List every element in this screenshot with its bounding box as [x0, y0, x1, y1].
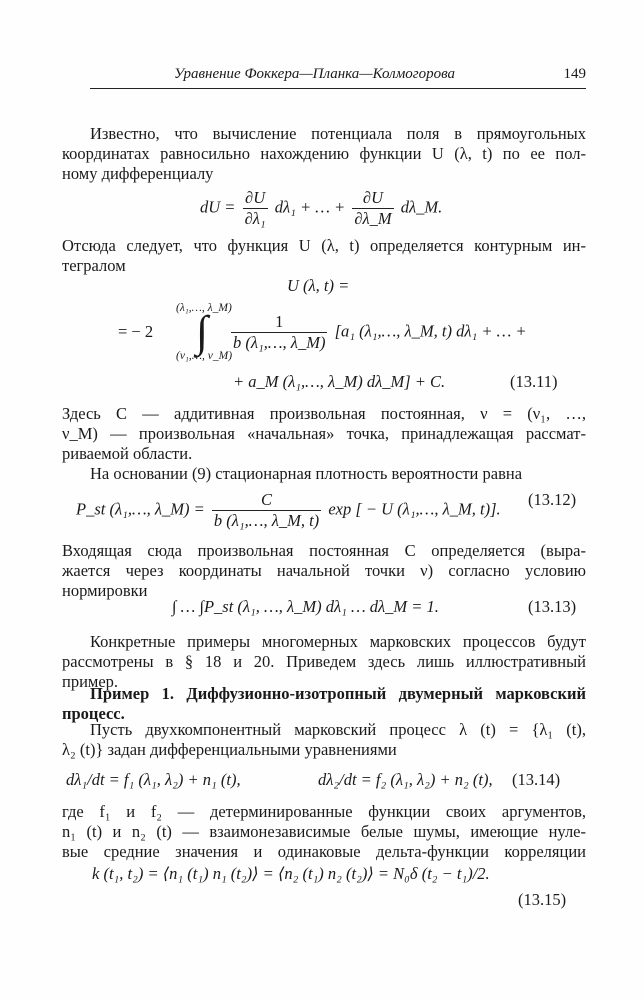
eq2-lead: = − 2 [118, 322, 154, 341]
integral-sign: ∫ [196, 307, 209, 356]
p5-line-1: Входящая сюда произвольная постоянная C определяется (выра- [62, 541, 586, 560]
example-heading-line-2: процесс. [62, 704, 125, 723]
eq2-lower-limit: (ν₁,…, ν_M) [176, 350, 233, 362]
eq3-frac-den: b (λ₁,…, λ_M, t) [213, 511, 320, 530]
p6-line-1: Конкретные примеры многомерных марковских процессов будут [90, 632, 586, 651]
eq1-frac2-num: ∂U [352, 188, 393, 209]
eq5-left: dλ₁/dt = f₁ (λ₁, λ₂) + n₁ (t), [66, 770, 241, 789]
p7-line-1: Пусть двухкомпонентный марковский процесс λ (t) = {λ₁ (t), [90, 720, 586, 739]
p5-line-2: жается через координаты начальной точки ν) согласно условию [62, 561, 586, 580]
example-heading-line-1: Пример 1. Диффузионно-изотропный двумерный марковский [90, 684, 586, 703]
eq1-frac1-den: ∂λ₁ [244, 209, 266, 228]
eq3-rhs: exp [ − U (λ₁,…, λ_M, t)]. [328, 499, 501, 519]
eq1-tail: dλ_M. [400, 197, 443, 217]
p5-line-3: нормировки [62, 581, 148, 600]
eq2-bracket: [a₁ (λ₁,…, λ_M, t) dλ₁ + … + [334, 321, 527, 341]
eq4-text: ∫ … ∫P_st (λ₁, …, λ_M) dλ₁ … dλ_M = 1. [172, 597, 439, 616]
eq1-lhs: dU = [200, 197, 236, 217]
p8-line-2: n₁ (t) и n₂ (t) — взаимонезависимые белые шумы, имеющие нуле- [62, 822, 586, 841]
eq3-lhs: P_st (λ₁,…, λ_M) = [76, 499, 205, 519]
eq2-frac-den: b (λ₁,…, λ_M) [233, 333, 326, 352]
running-title: Уравнение Фоккера—Планка—Колмогорова [174, 66, 456, 82]
p1-line-3: ному дифференциалу [62, 164, 214, 183]
p7-line-2: λ₂ (t)} задан дифференциальными уравнениями [62, 740, 397, 759]
running-header [90, 66, 586, 90]
eq5-number: (13.14) [512, 770, 561, 789]
eq1-frac1-num: ∂U [243, 188, 268, 209]
eq4-number: (13.13) [528, 597, 577, 616]
p2-line-1: Отсюда следует, что функция U (λ, t) определяется контурным ин- [62, 236, 586, 255]
p3-line-3: риваемой области. [62, 444, 193, 463]
p3-line-1: Здесь C — аддитивная произвольная постоянная, ν = (ν₁, …, [62, 404, 586, 423]
eq1-frac2-den: ∂λ_M [354, 209, 392, 228]
page-number: 149 [563, 66, 586, 82]
equation-pst [76, 490, 501, 531]
p3-line-2: ν_M) — произвольная «начальная» точка, принадлежащая рассмат- [62, 424, 586, 443]
eq3-frac-num: C [212, 490, 321, 511]
p1-line-2: координатах равносильно нахождению функции U (λ, t) по ее пол- [62, 144, 586, 163]
header-rule [90, 88, 586, 89]
eq1-fraction-2 [352, 188, 393, 229]
eq2-line-3: + a_M (λ₁,…, λ_M) dλ_M] + C. [233, 372, 446, 391]
p1-line-1: Известно, что вычисление потенциала поля в прямоугольных [90, 124, 586, 143]
eq2-integrand [228, 312, 527, 353]
eq5-right: dλ₂/dt = f₂ (λ₁, λ₂) + n₂ (t), [318, 770, 493, 789]
p4-line: На основании (9) стационарная плотность вероятности равна [90, 464, 523, 483]
eq2-upper-limit: (λ₁,…, λ_M) [176, 302, 232, 314]
eq2-number: (13.11) [510, 372, 558, 391]
eq3-fraction [212, 490, 321, 531]
eq6-number: (13.15) [518, 890, 567, 909]
p6-line-3: пример. [62, 672, 119, 691]
eq6-text: k (t₁, t₂) = ⟨n₁ (t₁) n₁ (t₂)⟩ = ⟨n₂ (t₁) n₂ (t₂)⟩ = N₀δ (t₂ − t₁)/2. [92, 864, 490, 883]
p8-line-1: где f₁ и f₂ — детерминированные функции своих аргументов, [62, 802, 586, 821]
eq2-line-1: U (λ, t) = [287, 276, 350, 295]
eq3-number: (13.12) [528, 490, 577, 509]
eq2-frac-num: 1 [231, 312, 327, 333]
eq1-fraction-1 [243, 188, 268, 229]
p6-line-2: рассмотрены в § 18 и 20. Приведем здесь лишь иллюстративный [62, 652, 586, 671]
eq2-fraction [231, 312, 327, 353]
eq1-mid: dλ₁ + … + [274, 197, 346, 217]
p2-line-2: тегралом [62, 256, 126, 275]
p8-line-3: вые средние значения и одинаковые дельта-функции корреляции [62, 842, 586, 861]
equation-du [200, 188, 442, 229]
